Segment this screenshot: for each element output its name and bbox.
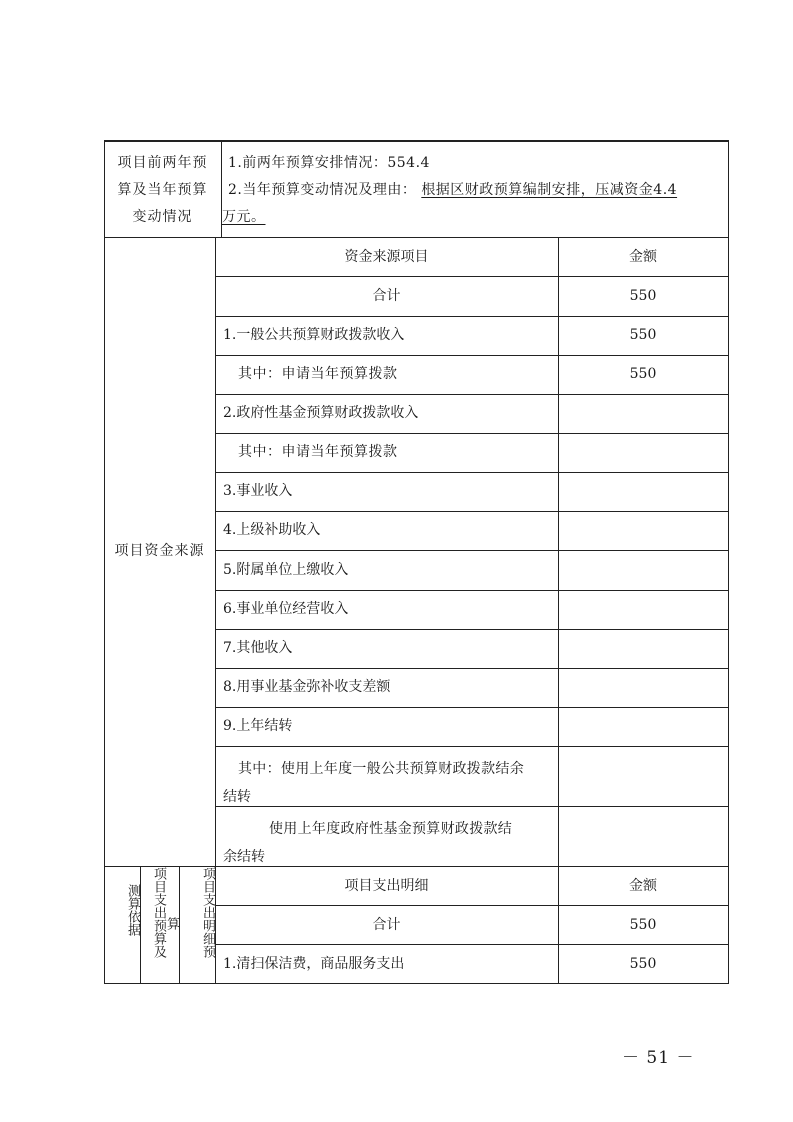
funding-row-amount: 550 bbox=[629, 366, 657, 382]
table-col-rule bbox=[558, 746, 559, 866]
table-border-left bbox=[104, 140, 105, 984]
expense-row-amount: 550 bbox=[629, 956, 657, 972]
current-change-reason: 根据区财政预算编制安排，压减资金4.4 bbox=[421, 182, 678, 198]
expense-row-item: 合计 bbox=[372, 917, 401, 933]
funding-row-amount: 550 bbox=[629, 327, 657, 343]
funding-row-item: 7.其他收入 bbox=[223, 640, 293, 656]
budget-change-content bbox=[222, 150, 724, 231]
funding-source-label: 项目资金来源 bbox=[114, 543, 205, 559]
table-rule bbox=[215, 746, 728, 747]
carryover-fund-line1: 使用上年度政府性基金预算财政拨款结 bbox=[269, 821, 513, 837]
prior-budget-text: 1.前两年预算安排情况：554.4 bbox=[228, 155, 430, 171]
carryover-fund-line2: 余结转 bbox=[223, 849, 265, 865]
funding-row-item: 6.事业单位经营收入 bbox=[223, 601, 349, 617]
calc-basis-label: 测算依据 bbox=[125, 884, 140, 936]
table-border-right bbox=[728, 140, 729, 984]
table-rule bbox=[215, 668, 728, 669]
table-rule bbox=[215, 590, 728, 591]
table-rule bbox=[104, 237, 728, 238]
funding-row-item: 合计 bbox=[372, 288, 401, 304]
page-number: － 51 － bbox=[622, 1048, 695, 1068]
funding-row-item: 其中：申请当年预算拨款 bbox=[238, 444, 398, 460]
funding-row-item: 8.用事业基金弥补收支差额 bbox=[223, 679, 391, 695]
expense-header-item: 项目支出明细 bbox=[344, 878, 429, 894]
table-rule bbox=[215, 394, 728, 395]
budget-label-b: 算 bbox=[164, 917, 179, 930]
funding-row-item: 3.事业收入 bbox=[223, 483, 293, 499]
funding-row-item: 4.上级补助收入 bbox=[223, 522, 321, 538]
table-rule bbox=[215, 355, 728, 356]
expense-row-amount: 550 bbox=[629, 917, 657, 933]
budget-label-a: 项目支出预算及 bbox=[151, 867, 166, 958]
carryover-general-line1: 其中：使用上年度一般公共预算财政拨款结余 bbox=[238, 761, 524, 777]
carryover-general-line2: 结转 bbox=[223, 789, 251, 805]
funding-row-item: 2.政府性基金预算财政拨款收入 bbox=[223, 405, 419, 421]
table-rule bbox=[215, 511, 728, 512]
funding-row-item: 1.一般公共预算财政拨款收入 bbox=[223, 327, 405, 343]
table-rule bbox=[215, 707, 728, 708]
current-change-line bbox=[228, 177, 724, 204]
expense-row-item: 1.清扫保洁费，商品服务支出 bbox=[223, 956, 405, 972]
funding-row-item: 9.上年结转 bbox=[223, 718, 293, 734]
funding-row-item: 其中：申请当年预算拨款 bbox=[238, 366, 398, 382]
carryover-fund bbox=[223, 815, 557, 871]
table-border-top bbox=[104, 140, 728, 142]
table-rule bbox=[215, 276, 728, 277]
budget-change-label bbox=[104, 150, 221, 231]
carryover-general bbox=[223, 755, 557, 811]
expense-header-amount: 金额 bbox=[629, 878, 657, 894]
current-change-prefix: 2.当年预算变动情况及理由： bbox=[228, 182, 417, 198]
table-rule bbox=[215, 550, 728, 551]
funding-row-item: 5.附属单位上缴收入 bbox=[223, 562, 349, 578]
table-col-rule bbox=[558, 237, 559, 746]
table-rule bbox=[215, 316, 728, 317]
funding-row-amount: 550 bbox=[629, 288, 657, 304]
table-rule bbox=[215, 433, 728, 434]
budget-change-label-line1: 项目前两年预 bbox=[117, 155, 208, 171]
budget-change-label-line2: 算及当年预算 bbox=[117, 182, 208, 198]
funding-header-item: 资金来源项目 bbox=[344, 249, 429, 265]
current-change-reason-cont: 万元。 bbox=[222, 209, 266, 225]
funding-header-amount: 金额 bbox=[629, 249, 657, 265]
table-col-rule bbox=[140, 866, 141, 983]
table-border-bottom bbox=[104, 983, 728, 984]
table-rule bbox=[215, 472, 728, 473]
table-rule bbox=[215, 944, 728, 945]
table-col-rule bbox=[215, 237, 216, 983]
budget-change-label-line3: 变动情况 bbox=[132, 209, 193, 225]
detail-label: 项目支出明细预 bbox=[200, 867, 215, 958]
table-col-rule bbox=[179, 866, 180, 983]
table-rule bbox=[215, 905, 728, 906]
table-rule bbox=[215, 629, 728, 630]
